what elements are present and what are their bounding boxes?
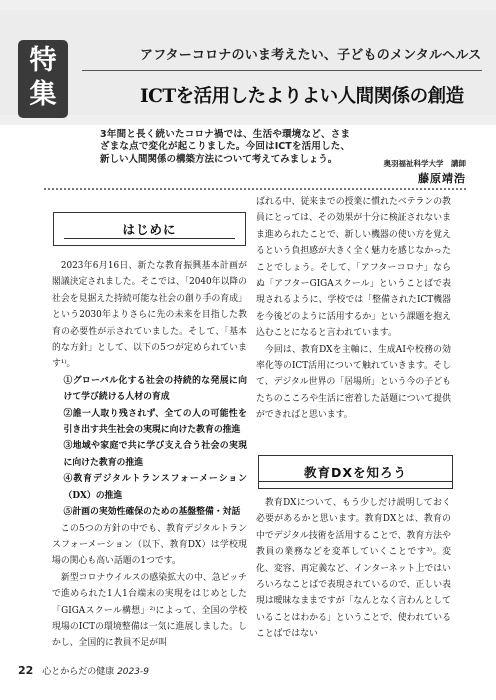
lead-text: 3年間と長く続いたコロナ禍では、生活や環境など、さまざまな点で変化が起こりました。今回はICTを活用した、新しい人間関係の構築方法について考えてみましょう。 bbox=[100, 129, 350, 165]
page-number: 22 bbox=[18, 664, 34, 677]
header bbox=[0, 0, 496, 125]
paragraph: 新型コロナウイルスの感染拡大の中、急ピッチで進められた1人1台端末の実現をはじめとした「GIGAスクール構想」²⁾によって、全国の学校現場のICTの環境整備は一気に進展しました。しかし、全国的に教員不足が叫 bbox=[52, 572, 247, 649]
author-name: 藤原靖浩 bbox=[418, 172, 466, 185]
section-heading-edu-dx bbox=[258, 455, 453, 489]
feature-tag bbox=[18, 40, 68, 118]
section-heading-underline bbox=[259, 481, 452, 482]
magazine-name: 心とからだの健康 bbox=[42, 667, 115, 677]
policy-item-3: ③地域や家庭で共に学び支え合う社会の実現に向けた教育の推進 bbox=[63, 441, 247, 468]
series-title: アフターコロナのいま考えたい、子どものメンタルヘルス bbox=[140, 48, 482, 63]
author-affiliation: 奥羽福祉科学大学 講師 bbox=[383, 159, 466, 168]
paragraph: ばれる中、従来までの授業に慣れたベテランの教員にとっては、その効果が十分に検証されないまま進められたことで、新しい機器の使い方を覚えるという負担感が大きく全く魅力を感じなかったことでしょう。そして、「アフターコロナ」ならぬ「アフターGIGAスクール」ということばで表現されるように、学校では「整備されたICT機器を今後どのように活用するか」という課題を抱え込むことになると言われています。 bbox=[256, 197, 451, 339]
policy-item-4: ④教育デジタルトランスフォーメーション（DX）の推進 bbox=[63, 474, 247, 501]
left-column bbox=[52, 258, 247, 652]
feature-tag-text bbox=[18, 44, 68, 112]
section-heading-underline bbox=[64, 238, 235, 239]
paragraph: この5つの方針の中でも、教育デジタルトランスフォーメーション（以下、教育DX）は学校現場の関心も高い話題の1つです。 bbox=[52, 523, 247, 567]
paragraph: 教育DXについて、もう少しだけ説明しておく必要があるかと思います。教育DXとは、教育の中でデジタル技術を活用することで、教育方法や教員の業務などを変革していくことです³⁾。変化、変容、再定義など、インターネット上ではいろいろなことばで表現されているので、正しい表現は曖昧なままですが「なんとなく言わんとしていることはわかる」ということで、使われていることばではない bbox=[256, 498, 451, 640]
dotted-divider bbox=[44, 188, 466, 190]
page-footer bbox=[18, 664, 149, 677]
issue-label: 2023-9 bbox=[117, 667, 149, 677]
right-column bbox=[256, 194, 451, 424]
section-heading-edu-dx-text: 教育DXを知ろう bbox=[303, 465, 407, 480]
section-heading-intro-text: はじめに bbox=[122, 222, 177, 237]
policy-item-1: ①グローバル化する社会の持続的な発展に向けて学び続ける人材の育成 bbox=[63, 375, 247, 403]
paragraph: 2023年6月16日、新たな教育振興基本計画が閣議決定されました。そこでは、「2040年以降の社会を見据えた持続可能な社会の創り手の育成」という2030年よりさらに先の未来を目指した教育の必要性が示されていました。そして、「基本的な方針」として、以下の5つが定められています¹⁾。 bbox=[52, 261, 247, 370]
right-column-lower bbox=[256, 495, 451, 643]
paragraph: 今回は、教育DXを主軸に、生成AIや校務の効率化等のICT活用について触れていきます。そして、デジタル世界の「居場所」という今の子どもたちのこころや生活に密着した話題について提供ができればと思います。 bbox=[256, 344, 451, 421]
policy-item-5: ⑤計画の実効性確保のための基盤整備・対話 bbox=[63, 507, 241, 518]
header-rule bbox=[82, 70, 482, 71]
page-title: ICTを活用したよりよい人間関係の創造 bbox=[140, 86, 464, 107]
section-heading-intro bbox=[53, 212, 246, 246]
feature-tag-char-1: 特 bbox=[29, 45, 57, 76]
feature-tag-char-2: 集 bbox=[29, 79, 57, 110]
policy-item-2: ②誰一人取り残されず、全ての人の可能性を引き出す共生社会の実現に向けた教育の推進 bbox=[63, 408, 247, 436]
